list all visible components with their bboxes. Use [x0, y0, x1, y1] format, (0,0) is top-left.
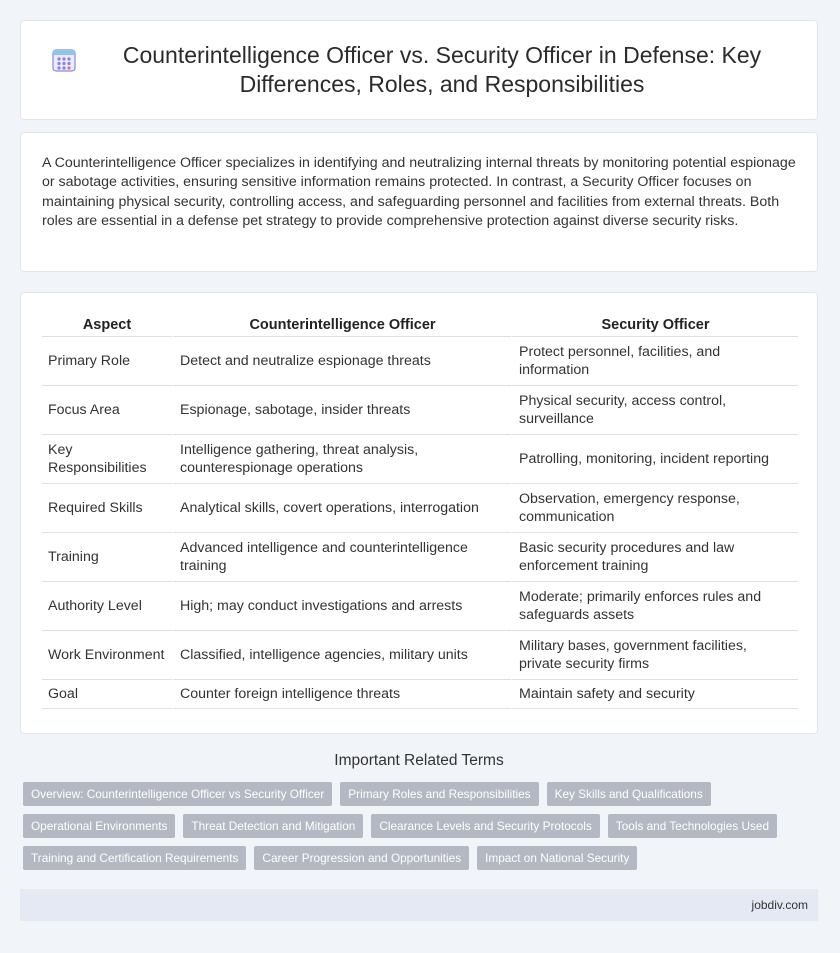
related-tag[interactable]: Operational Environments [23, 814, 175, 838]
related-tag[interactable]: Key Skills and Qualifications [547, 782, 711, 806]
header-aspect: Aspect [42, 313, 172, 337]
comparison-table [42, 313, 798, 709]
table-row [42, 533, 798, 582]
security-cell: Patrolling, monitoring, incident reporting [511, 435, 798, 484]
security-cell: Physical security, access control, surveillance [511, 386, 798, 435]
title-wrap [51, 41, 787, 99]
table-header-row [42, 313, 798, 337]
table-row [42, 484, 798, 533]
counterintelligence-cell: High; may conduct investigations and arrests [172, 582, 511, 631]
related-tag[interactable]: Threat Detection and Mitigation [183, 814, 363, 838]
title-card [20, 20, 818, 120]
related-tag[interactable]: Career Progression and Opportunities [254, 846, 469, 870]
intro-paragraph: A Counterintelligence Officer specializes in identifying and neutralizing internal threats by monitoring potential espionage or sabotage activities, ensuring sensitive information remains protected. In contrast, a Security Officer focuses on maintaining physical security, controlling access, and safeguarding personnel and facilities from external threats. Both roles are essential in a defense pet strategy to provide comprehensive protection against diverse security risks. [42, 155, 796, 230]
aspect-cell: Focus Area [42, 386, 172, 435]
counterintelligence-cell: Detect and neutralize espionage threats [172, 337, 511, 386]
security-cell: Observation, emergency response, communication [511, 484, 798, 533]
counterintelligence-cell: Intelligence gathering, threat analysis, counterespionage operations [172, 435, 511, 484]
counterintelligence-cell: Advanced intelligence and counterintelligence training [172, 533, 511, 582]
intro-card [20, 132, 818, 272]
counterintelligence-cell: Analytical skills, covert operations, interrogation [172, 484, 511, 533]
security-cell: Protect personnel, facilities, and information [511, 337, 798, 386]
counterintelligence-cell: Classified, intelligence agencies, military units [172, 631, 511, 680]
aspect-cell: Work Environment [42, 631, 172, 680]
related-tag[interactable]: Training and Certification Requirements [23, 846, 246, 870]
aspect-cell: Required Skills [42, 484, 172, 533]
related-tags [20, 782, 818, 878]
related-terms-section [20, 752, 818, 878]
aspect-cell: Key Responsibilities [42, 435, 172, 484]
counterintelligence-cell: Espionage, sabotage, insider threats [172, 386, 511, 435]
table-row [42, 631, 798, 680]
calendar-grid-icon [51, 47, 77, 73]
related-tag[interactable]: Primary Roles and Responsibilities [340, 782, 538, 806]
counterintelligence-cell: Counter foreign intelligence threats [172, 680, 511, 709]
table-row [42, 582, 798, 631]
aspect-cell: Goal [42, 680, 172, 709]
footer-site-link[interactable]: jobdiv.com [751, 898, 808, 912]
comparison-table-card [20, 292, 818, 734]
security-cell: Maintain safety and security [511, 680, 798, 709]
table-row [42, 337, 798, 386]
table-row [42, 386, 798, 435]
security-cell: Military bases, government facilities, private security firms [511, 631, 798, 680]
security-cell: Moderate; primarily enforces rules and safeguards assets [511, 582, 798, 631]
related-terms-title: Important Related Terms [334, 752, 504, 769]
table-row [42, 435, 798, 484]
aspect-cell: Primary Role [42, 337, 172, 386]
header-counterintelligence-officer: Counterintelligence Officer [172, 313, 511, 337]
header-security-officer: Security Officer [511, 313, 798, 337]
related-tag[interactable]: Tools and Technologies Used [608, 814, 777, 838]
page-title: Counterintelligence Officer vs. Security Officer in Defense: Key Differences, Roles, and Responsibilities [122, 42, 762, 97]
aspect-cell: Training [42, 533, 172, 582]
table-row [42, 680, 798, 709]
aspect-cell: Authority Level [42, 582, 172, 631]
related-tag[interactable]: Overview: Counterintelligence Officer vs Security Officer [23, 782, 332, 806]
related-tag[interactable]: Impact on National Security [477, 846, 637, 870]
related-tag[interactable]: Clearance Levels and Security Protocols [371, 814, 599, 838]
footer [20, 889, 818, 921]
security-cell: Basic security procedures and law enforcement training [511, 533, 798, 582]
